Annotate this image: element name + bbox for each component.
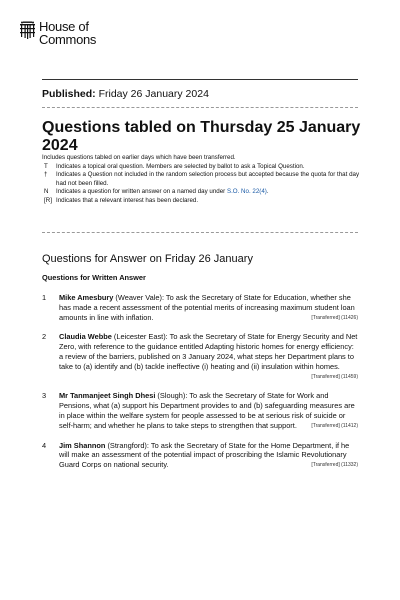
divider	[42, 232, 358, 233]
member-name: Mr Tanmanjeet Singh Dhesi	[59, 391, 156, 401]
house-of-commons-logo	[19, 20, 96, 46]
question-number: 4	[42, 440, 47, 450]
member-name: Mike Amesbury	[59, 293, 114, 302]
key-description: Indicates a topical oral question. Members are selected by ballot to ask a Topical Question.	[56, 162, 305, 170]
question-body	[59, 332, 358, 382]
key-description	[56, 188, 362, 197]
top-rule	[42, 79, 358, 80]
constituency: (Strangford):	[105, 440, 149, 450]
question-body	[59, 293, 358, 323]
key-description: Indicates that a relevant interest has been declared.	[56, 196, 199, 204]
question-text: To ask the Secretary of State for Energy Security and Net Zero, with reference to the guidance entitled Adapting historic homes for energy efficiency: a review of the barriers, published on 3 January 2024, what steps her Department plans to take to (a) identify and (b) tackle ineffective (i) heating and (ii) insulation within homes.	[59, 332, 358, 371]
member-name: Jim Shannon	[59, 440, 106, 450]
transfer-tag: [Transferred] (11412)	[311, 422, 358, 429]
transfer-tag: [Transferred] (11332)	[311, 462, 358, 469]
standing-order-link[interactable]: S.O. No. 22(4)	[226, 188, 267, 196]
questions-list	[42, 293, 358, 480]
question-body	[59, 391, 358, 431]
key-item	[42, 188, 362, 197]
question-text: To ask the Secretary of State for Education, whether she has made a recent assessment of the potential merits of increasing maximum student loan amounts in line with inflation.	[59, 293, 355, 322]
key-item	[42, 163, 362, 172]
published-date: Friday 26 January 2024	[95, 88, 209, 100]
question-number: 2	[42, 332, 47, 342]
key-symbol: †	[44, 171, 48, 179]
constituency: (Weaver Vale):	[113, 293, 165, 302]
question-item	[42, 441, 358, 471]
key-intro: Includes questions tabled on earlier days which have been transferred.	[42, 154, 236, 161]
constituency: (Leicester East):	[111, 332, 168, 342]
section-subheading: Questions for Written Answer	[42, 273, 146, 282]
logo-line-2: Commons	[39, 32, 97, 47]
key-description: Indicates a Question not included in the random selection process but accepted because the quota for that day had not been filled.	[56, 171, 360, 187]
question-number: 1	[42, 293, 47, 302]
question-item	[42, 332, 358, 382]
key-item	[42, 171, 362, 188]
constituency: (Slough):	[155, 391, 188, 401]
question-item	[42, 293, 358, 323]
transfer-tag: [Transferred] (11426)	[311, 314, 358, 321]
portcullis-icon	[19, 21, 36, 40]
question-body	[59, 441, 358, 471]
logo-line-1: House of	[39, 19, 89, 34]
published-line	[42, 88, 209, 100]
member-name: Claudia Webbe	[59, 332, 112, 342]
key-symbol: N	[44, 188, 49, 196]
divider	[42, 107, 358, 108]
question-item	[42, 391, 358, 431]
key-symbol: T	[44, 162, 48, 170]
published-label: Published:	[42, 88, 96, 100]
page-title: Questions tabled on Thursday 25 January 2024	[42, 119, 361, 154]
key-description-text: Indicates a question for written answer on a named day under	[56, 188, 227, 196]
key-item	[42, 197, 362, 206]
key-symbol: [R]	[44, 196, 52, 204]
symbol-key	[42, 154, 362, 206]
section-heading: Questions for Answer on Friday 26 January	[42, 253, 253, 265]
question-text: To ask the Secretary of State for Work and Pensions, what (a) support his Department provides to and (b) safeguarding measures are in place within the welfare system for people assessed to be at serious risk of suicide or self-harm; and whether he plans to take steps to strengthen that support.	[59, 391, 355, 430]
transfer-tag: [Transferred] (11459)	[311, 373, 358, 380]
key-description-end: .	[266, 188, 269, 196]
question-number: 3	[42, 391, 47, 401]
question-text: To ask the Secretary of State for the Home Department, if he will make an assessment of the potential impact of proscribing the Islamic Revolutionary Guard Corps on national security.	[59, 440, 350, 470]
